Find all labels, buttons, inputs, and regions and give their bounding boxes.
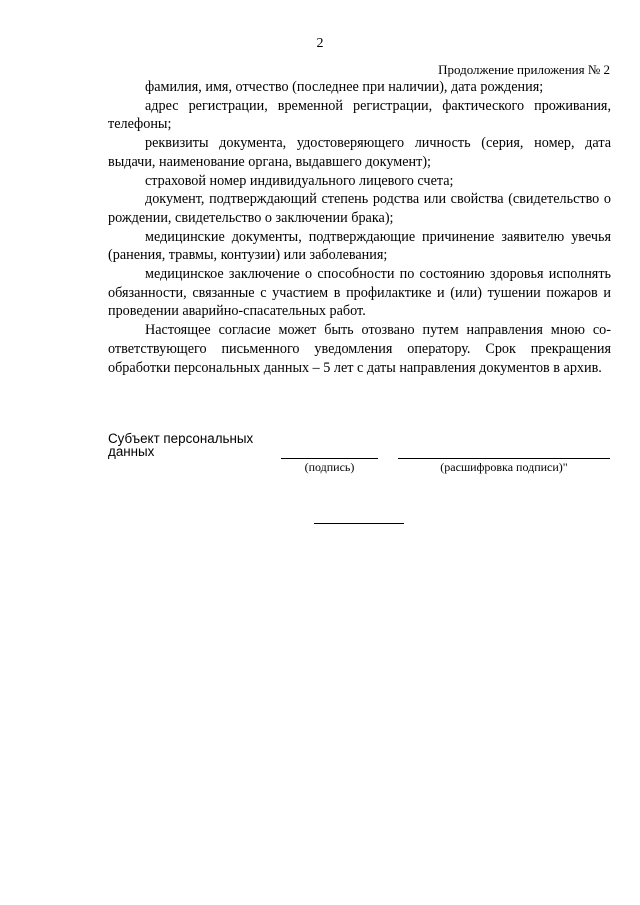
appendix-continuation-note: Продолжение приложения № 2 bbox=[438, 62, 610, 77]
paragraph-kinship-document: документ, подтверждающий степень родства или свойства (свидетельство о рождении, свидетельство о заключении брака); bbox=[108, 191, 611, 226]
signature-subject-label bbox=[108, 432, 253, 458]
document-body bbox=[108, 78, 611, 377]
subject-label-line-2: данных bbox=[108, 444, 155, 459]
paragraph-consent-withdrawal: Настоящее согласие может быть отозвано путем направления мною соответствующего письменного уведомления оператору. Срок прекращения обработки персональных данных – 5 лет с даты направления документов в архив. bbox=[108, 322, 611, 376]
signature-line bbox=[281, 458, 378, 459]
signature-decoding-line bbox=[398, 458, 610, 459]
paragraph-id-document: реквизиты документа, удостоверяющего личность (серия, номер, дата выдачи, наименование органа, выдавшего документ); bbox=[108, 135, 611, 170]
paragraph-medical-conclusion: медицинское заключение о способности по состоянию здоровья исполнять обязанности, связанные с участием в профилактике и (или) тушении пожаров и проведении аварийно-спасательных работ. bbox=[108, 266, 611, 320]
paragraph-medical-documents: медицинские документы, подтверждающие причинение заявителю увечья (ранения, травмы, контузии) или заболевания; bbox=[108, 228, 611, 264]
page-number: 2 bbox=[316, 36, 324, 51]
paragraph-snils: страховой номер индивидуального лицевого счета; bbox=[145, 172, 454, 189]
signature-decoding-caption: (расшифровка подписи)" bbox=[440, 460, 568, 474]
paragraph-full-name: фамилия, имя, отчество (последнее при наличии), дата рождения; bbox=[145, 79, 544, 95]
subject-label-line-1: Субъект персональных bbox=[108, 431, 254, 446]
signature-caption: (подпись) bbox=[304, 460, 355, 474]
paragraph-address: адрес регистрации, временной регистрации, фактического проживания, телефоны; bbox=[108, 97, 611, 133]
document-end-line bbox=[314, 523, 404, 524]
